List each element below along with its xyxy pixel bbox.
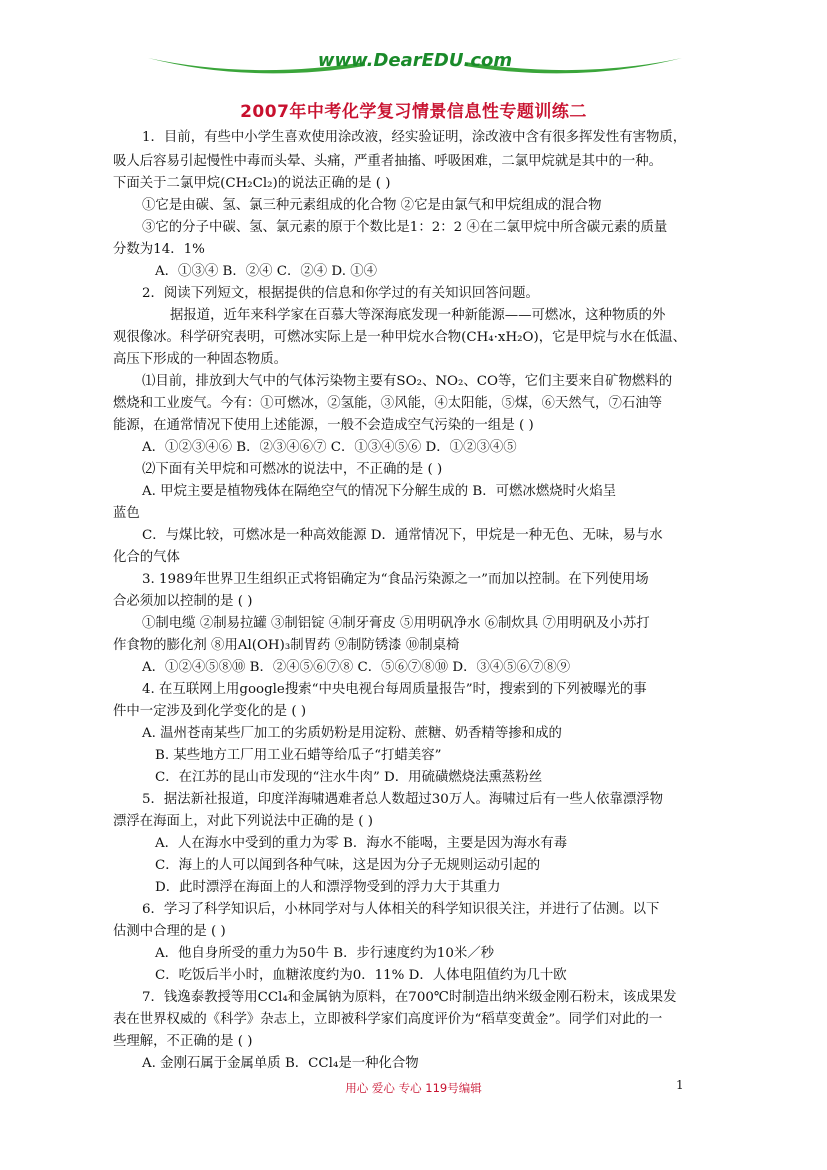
footer-text: 用心 爱心 专心 119号编辑	[345, 1081, 482, 1095]
text-line: 7．钱逸泰教授等用CCl₄和金属钠为原料，在700℃时制造出纳米级金刚石粉末，该成果发	[142, 990, 677, 1005]
text-line: 漂浮在海面上，对此下列说法中正确的是 ( )	[113, 814, 373, 829]
text-line: A. 甲烷主要是植物残体在隔绝空气的情况下分解生成的 B．可燃冰燃烧时火焰呈	[142, 484, 617, 499]
text-line: 件中一定涉及到化学变化的是 ( )	[113, 704, 307, 719]
text-line: A．人在海水中受到的重力为零 B．海水不能喝，主要是因为海水有毒	[155, 836, 568, 851]
text-line: 吸人后容易引起慢性中毒而头晕、头痛，严重者抽搐、呼吸困难，二氯甲烷就是其中的一种。	[113, 154, 663, 169]
text-line: ⑵下面有关甲烷和可燃冰的说法中，不正确的是 ( )	[142, 462, 443, 477]
text-line: ①它是由碳、氢、氯三种元素组成的化合物 ②它是由氯气和甲烷组成的混合物	[142, 198, 602, 213]
text-line: C．在江苏的昆山市发现的“注水牛肉” D．用硫磺燃烧法熏蒸粉丝	[155, 770, 543, 785]
text-line: A．他自身所受的重力为50牛 B．步行速度约为10米／秒	[155, 946, 495, 961]
text-line: 蓝色	[113, 506, 140, 521]
text-line: 5．据法新社报道，印度洋海啸遇难者总人数超过30万人。海啸过后有一些人依靠漂浮物	[142, 792, 664, 807]
page-title: 2007年中考化学复习情景信息性专题训练二	[240, 102, 587, 122]
text-line: 2．阅读下列短文，根据提供的信息和你学过的有关知识回答问题。	[142, 286, 539, 301]
text-line: 作食物的膨化剂 ⑧用Al(OH)₃制胃药 ⑨制防锈漆 ⑩制桌椅	[113, 638, 460, 653]
text-line: 能源，在通常情况下使用上述能源，一般不会造成空气污染的一组是 ( )	[113, 418, 534, 433]
text-line: 些理解，不正确的是 ( )	[113, 1034, 253, 1049]
text-line: 6．学习了科学知识后，小林同学对与人体相关的科学知识很关注，并进行了估测。以下	[142, 902, 660, 917]
text-line: 下面关于二氯甲烷(CH₂Cl₂)的说法正确的是 ( )	[113, 176, 391, 191]
text-line: 4. 在互联网上用google搜索“中央电视台每周质量报告”时，搜索到的下列被曝光的事	[142, 682, 647, 697]
text-line: 表在世界权威的《科学》杂志上，立即被科学家们高度评价为“稻草变黄金”。同学们对此的一	[113, 1012, 663, 1027]
header-banner	[130, 40, 700, 80]
text-line: A. 温州苍南某些厂加工的劣质奶粉是用淀粉、蔗糖、奶香精等掺和成的	[142, 726, 562, 741]
page-number: 1	[676, 1078, 684, 1092]
text-line: 观很像冰。科学研究表明，可燃冰实际上是一种甲烷水合物(CH₄·xH₂O)，它是甲烷与水在低温、	[113, 330, 687, 345]
text-line: ③它的分子中碳、氢、氯元素的原于个数比是1：2：2 ④在二氯甲烷中所含碳元素的质量	[142, 220, 668, 235]
text-line: B. 某些地方工厂用工业石蜡等给瓜子“打蜡美容”	[155, 748, 442, 763]
text-line: 据报道，近年来科学家在百慕大等深海底发现一种新能源——可燃冰，这种物质的外	[170, 308, 666, 323]
site-logo[interactable]: www.DearEDU.com	[317, 50, 513, 71]
text-line: 化合的气体	[113, 550, 180, 565]
text-line: A．①②④⑤⑧⑩ B．②④⑤⑥⑦⑧ C．⑤⑥⑦⑧⑩ D．③④⑤⑥⑦⑧⑨	[142, 660, 571, 675]
text-line: C．海上的人可以闻到各种气味，这是因为分子无规则运动引起的	[155, 858, 541, 873]
text-line: ⑴目前，排放到大气中的气体污染物主要有SO₂、NO₂、CO等，它们主要来自矿物燃料的	[142, 374, 673, 389]
text-line: 分数为14．1%	[113, 242, 205, 257]
text-line: A．①②③④⑥ B．②③④⑥⑦ C．①③④⑤⑥ D．①②③④⑤	[142, 440, 517, 455]
text-line: A. 金刚石属于金属单质 B．CCl₄是一种化合物	[142, 1056, 419, 1071]
text-line: 估测中合理的是 ( )	[113, 924, 226, 939]
text-line: A．①③④ B．②④ C．②④ D. ①④	[155, 264, 377, 279]
text-line: C．吃饭后半小时，血糖浓度约为0．11% D．人体电阻值约为几十欧	[155, 968, 567, 983]
text-line: 高压下形成的一种固态物质。	[113, 352, 288, 367]
text-line: 3. 1989年世界卫生组织正式将铝确定为“食品污染源之一”而加以控制。在下列使用场	[142, 572, 649, 587]
text-line: 燃烧和工业废气。今有：①可燃冰，②氢能，③风能，④太阳能，⑤煤，⑥天然气，⑦石油等	[113, 396, 663, 411]
text-line: 合必须加以控制的是 ( )	[113, 594, 253, 609]
text-line: D．此时漂浮在海面上的人和漂浮物受到的浮力大于其重力	[155, 880, 501, 895]
text-line: ①制电缆 ②制易拉罐 ③制铝锭 ④制牙膏皮 ⑤用明矾净水 ⑥制炊具 ⑦用明矾及小苏打	[142, 616, 650, 631]
text-line: C．与煤比较，可燃冰是一种高效能源 D．通常情况下，甲烷是一种无色、无味，易与水	[142, 528, 663, 543]
text-line: 1．目前，有些中小学生喜欢使用涂改液，经实验证明，涂改液中含有很多挥发性有害物质，	[142, 130, 687, 145]
